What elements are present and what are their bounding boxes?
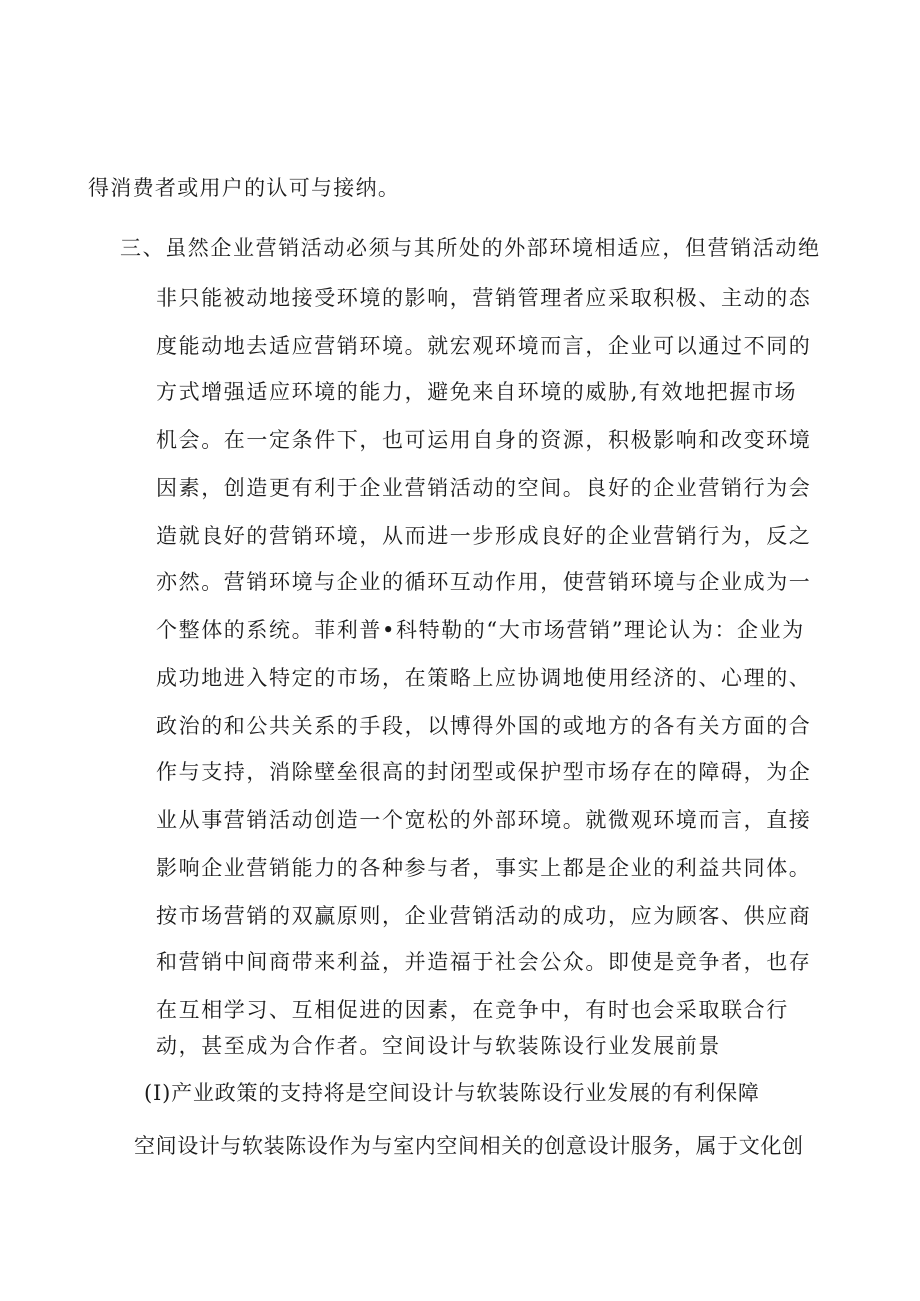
section-three-line-4: 方式增强适应环境的能力，避免来自环境的威胁,有效地把握市场: [156, 380, 798, 404]
section-three-line-9: 个整体的系统。菲利普•科特勒的“大市场营销”理论认为：企业为: [156, 618, 805, 642]
section-three-line-10: 成功地进入特定的市场，在策略上应协调地使用经济的、心理的、: [156, 666, 812, 690]
subheading: (I)产业政策的支持将是空间设计与软装陈设行业发展的有利保障: [144, 1081, 760, 1105]
intro-line: 得消费者或用户的认可与接纳。: [88, 176, 401, 200]
section-three-line-11: 政治的和公共关系的手段，以博得外国的或地方的各有关方面的合: [156, 714, 812, 738]
section-three-line-14: 影响企业营销能力的各种参与者，事实上都是企业的利益共同体。: [156, 856, 812, 880]
section-three-line-13: 业从事营销活动创造一个宽松的外部环境。就微观环境而言，直接: [156, 808, 812, 832]
section-three-line-6: 因素，创造更有利于企业营销活动的空间。良好的企业营销行为会: [156, 476, 812, 500]
section-three-line-7: 造就良好的营销环境，从而进一步形成良好的企业营销行为，反之: [156, 524, 812, 548]
section-three-line-2: 非只能被动地接受环境的影响，营销管理者应采取积极、主动的态: [156, 286, 812, 310]
section-three-line-8: 亦然。营销环境与企业的循环互动作用，使营销环境与企业成为一: [156, 570, 812, 594]
section-three-line-3: 度能动地去适应营销环境。就宏观环境而言，企业可以通过不同的: [156, 334, 812, 358]
section-three-line-17: 在互相学习、互相促进的因素，在竞争中，有时也会采取联合行: [156, 998, 789, 1022]
section-three-line-18: 动，甚至成为合作者。空间设计与软装陈设行业发展前景: [156, 1034, 721, 1058]
paragraph-start-line: 空间设计与软装陈设作为与室内空间相关的创意设计服务，属于文化创: [134, 1134, 804, 1158]
section-three-line-12: 作与支持，消除壁垒很高的封闭型或保护型市场存在的障碍，为企: [156, 760, 812, 784]
section-three-line-1: 三、虽然企业营销活动必须与其所处的外部环境相适应，但营销活动绝: [120, 236, 821, 260]
section-three-line-5: 机会。在一定条件下，也可运用自身的资源，积极影响和改变环境: [156, 428, 812, 452]
section-three-line-16: 和营销中间商带来利益，并造福于社会公众。即使是竞争者，也存: [156, 950, 812, 974]
section-three-line-15: 按市场营销的双赢原则，企业营销活动的成功，应为顾客、供应商: [156, 904, 812, 928]
